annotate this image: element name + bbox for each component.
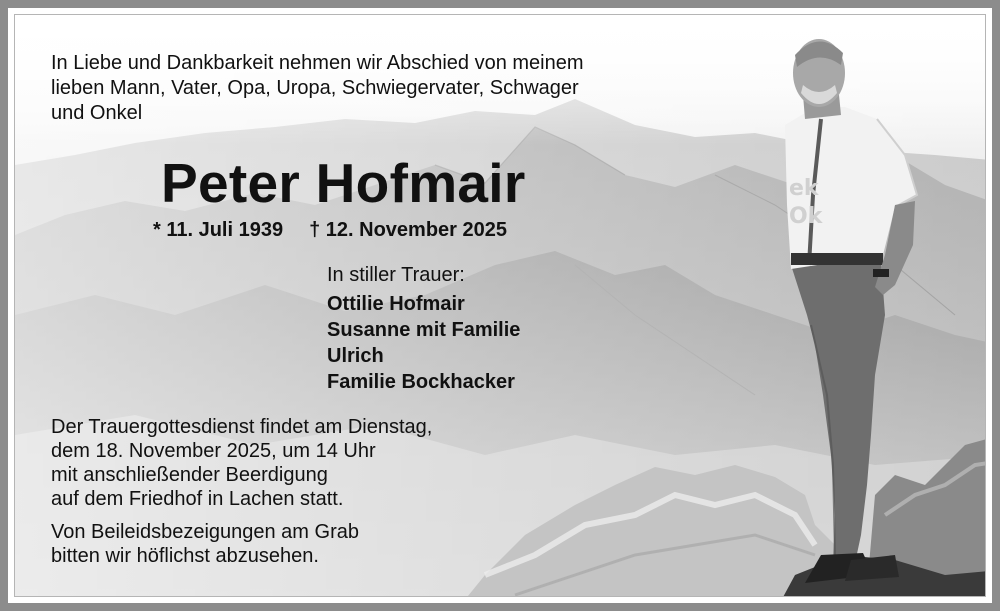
mourners-label: In stiller Trauer: bbox=[327, 264, 465, 286]
mourner-name: Ottilie Hofmair bbox=[327, 293, 465, 315]
service-line: dem 18. November 2025, um 14 Uhr bbox=[51, 440, 376, 462]
mourner-name: Susanne mit Familie bbox=[327, 319, 521, 341]
condolence-request bbox=[51, 520, 359, 568]
notice-inner-frame bbox=[14, 14, 986, 597]
service-line: mit anschließender Beerdigung bbox=[51, 464, 328, 486]
birth-date: * 11. Juli 1939 bbox=[153, 219, 284, 241]
svg-text:ek: ek bbox=[789, 176, 819, 201]
death-date: † 12. November 2025 bbox=[309, 219, 508, 241]
intro-line: lieben Mann, Vater, Opa, Uropa, Schwiegervater, Schwager bbox=[51, 77, 579, 99]
deceased-name: Peter Hofmair bbox=[161, 152, 526, 214]
service-line: auf dem Friedhof in Lachen statt. bbox=[51, 488, 344, 510]
life-dates bbox=[153, 219, 507, 242]
request-line: bitten wir höflichst abzusehen. bbox=[51, 545, 319, 567]
mourner-name: Familie Bockhacker bbox=[327, 371, 515, 393]
service-line: Der Trauergottesdienst findet am Dienstag, bbox=[51, 416, 433, 438]
svg-text:Ok: Ok bbox=[789, 204, 823, 229]
request-line: Von Beileidsbezeigungen am Grab bbox=[51, 521, 359, 543]
mourners-list bbox=[327, 291, 520, 395]
service-info bbox=[51, 415, 432, 511]
mourner-name: Ulrich bbox=[327, 345, 384, 367]
intro-line: und Onkel bbox=[51, 102, 143, 124]
intro-text bbox=[51, 51, 584, 126]
intro-line: In Liebe und Dankbarkeit nehmen wir Abschied von meinem bbox=[51, 52, 584, 74]
